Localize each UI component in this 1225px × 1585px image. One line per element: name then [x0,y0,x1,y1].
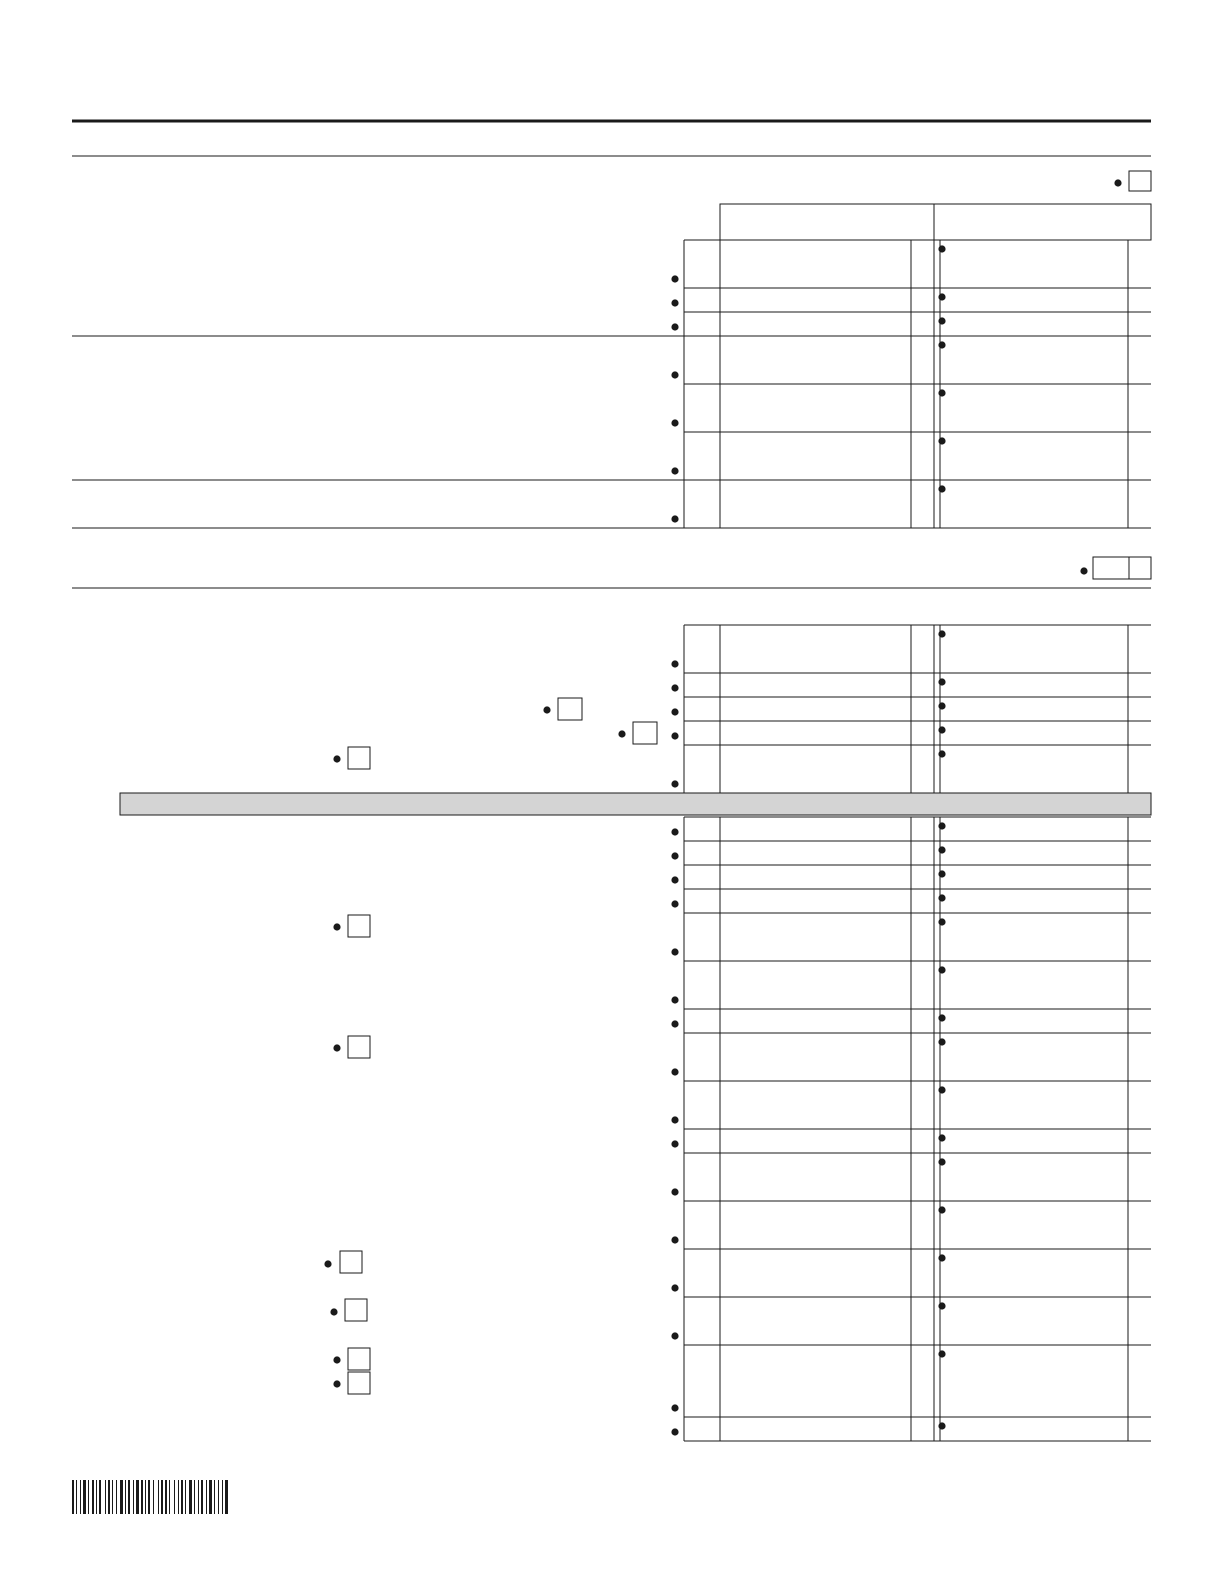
barcode-bar [178,1480,179,1514]
amount-field-col-b[interactable] [952,1010,1126,1032]
bullet-dot-icon [671,1404,678,1411]
amount-field-col-a[interactable] [721,1154,910,1200]
bullet-dot-icon [671,371,678,378]
bullet-dot-icon [938,1014,945,1021]
bullet-dot-icon [324,1260,331,1267]
bullet-dot-icon [671,708,678,715]
barcode-bar [105,1480,106,1514]
amount-field-col-a[interactable] [721,385,910,431]
shaded-band [120,793,1151,815]
bullet-dot-icon [938,918,945,925]
bullet-dot-icon [938,726,945,733]
bullet-dot-icon [333,1356,340,1363]
bullet-dot-icon [938,485,945,492]
bullet-dot-icon [938,341,945,348]
bullet-dot-icon [938,437,945,444]
bullet-dot-icon [671,900,678,907]
bullet-dot-icon [938,1350,945,1357]
barcode-bar [158,1480,159,1514]
amount-field-col-a[interactable] [721,1130,910,1152]
amount-field-col-b[interactable] [952,1082,1126,1128]
bullet-dot-icon [938,894,945,901]
bullet-dot-icon [938,702,945,709]
bullet-dot-icon [938,1206,945,1213]
barcode-bar [120,1480,123,1514]
bullet-dot-icon [671,996,678,1003]
barcode-bar [133,1480,134,1514]
barcode-bar [99,1480,101,1514]
amount-field-col-a[interactable] [721,866,910,888]
barcode-bar [206,1480,207,1514]
barcode-bar [83,1480,86,1514]
amount-field-col-a[interactable] [721,1034,910,1080]
bullet-dot-icon [938,1086,945,1093]
inline-checkbox[interactable] [348,1036,370,1058]
bullet-dot-icon [333,923,340,930]
barcode-bar [76,1480,77,1514]
amount-field-col-b[interactable] [952,962,1126,1008]
bullet-dot-icon [938,870,945,877]
barcode-bar [116,1480,117,1514]
bullet-dot-icon [671,1140,678,1147]
bullet-dot-icon [1114,179,1121,186]
barcode-bar [222,1480,223,1514]
amount-field-col-a[interactable] [721,1298,910,1344]
barcode-bar [148,1480,150,1514]
barcode-bar [181,1480,183,1514]
amount-field-col-a[interactable] [721,481,910,527]
amount-field-col-b[interactable] [952,818,1126,840]
bullet-dot-icon [938,630,945,637]
amount-field-col-a[interactable] [721,337,910,383]
amount-field-col-a[interactable] [721,1346,910,1416]
bullet-dot-icon [938,846,945,853]
amount-field-col-b[interactable] [952,1346,1126,1416]
barcode-bar [189,1480,192,1514]
bullet-dot-icon [671,1188,678,1195]
bullet-dot-icon [671,1332,678,1339]
inline-checkbox[interactable] [340,1251,362,1273]
bullet-dot-icon [671,1116,678,1123]
amount-field-col-b[interactable] [952,674,1126,696]
bullet-dot-icon [938,1302,945,1309]
amount-field-col-b[interactable] [952,1202,1126,1248]
bullet-dot-icon [671,660,678,667]
amount-field-col-b[interactable] [952,746,1126,792]
amount-field-col-a[interactable] [721,890,910,912]
bullet-dot-icon [671,1236,678,1243]
amount-field-col-a[interactable] [721,698,910,720]
bullet-dot-icon [938,678,945,685]
amount-field-col-b[interactable] [952,1298,1126,1344]
barcode-bar [185,1480,186,1514]
column-header-b [934,204,1151,240]
bullet-dot-icon [671,684,678,691]
inline-checkbox[interactable] [633,722,657,744]
bullet-dot-icon [938,1422,945,1429]
amount-field-col-b[interactable] [952,1418,1126,1440]
bullet-dot-icon [938,750,945,757]
inline-checkbox[interactable] [348,747,370,769]
bullet-dot-icon [671,948,678,955]
barcode-bar [112,1480,113,1514]
bullet-dot-icon [938,1134,945,1141]
amount-field-col-a[interactable] [721,626,910,672]
amount-field-col-a[interactable] [721,962,910,1008]
barcode-bar [169,1480,170,1514]
amount-field-col-a[interactable] [721,842,910,864]
bullet-dot-icon [618,730,625,737]
inline-checkbox[interactable] [348,915,370,937]
bullet-dot-icon [671,1428,678,1435]
amount-field-col-a[interactable] [721,1250,910,1296]
bullet-dot-icon [671,1020,678,1027]
bullet-dot-icon [671,780,678,787]
barcode-bar [136,1480,139,1514]
amount-field-col-b[interactable] [952,626,1126,672]
barcode-bar [201,1480,203,1514]
bullet-dot-icon [671,1284,678,1291]
barcode-bar [108,1480,110,1514]
barcode-bar [198,1480,199,1514]
barcode-bar [153,1480,154,1514]
barcode-icon [72,1480,228,1514]
bullet-dot-icon [671,419,678,426]
bullet-dot-icon [938,822,945,829]
amount-field-col-a[interactable] [721,1418,910,1440]
amount-field-col-a[interactable] [721,313,910,335]
amount-field-col-a[interactable] [721,674,910,696]
amount-field-col-b[interactable] [952,890,1126,912]
amount-field-col-a[interactable] [721,433,910,479]
bullet-dot-icon [671,515,678,522]
bullet-dot-icon [330,1308,337,1315]
amount-field-col-b[interactable] [952,1130,1126,1152]
barcode-bar [194,1480,195,1514]
bullet-dot-icon [938,1158,945,1165]
barcode-bar [209,1480,212,1514]
amount-field-col-b[interactable] [952,385,1126,431]
bullet-dot-icon [938,1038,945,1045]
barcode-bar [80,1480,81,1514]
amount-field-col-a[interactable] [721,914,910,960]
bullet-dot-icon [938,966,945,973]
bullet-dot-icon [938,389,945,396]
bullet-dot-icon [671,876,678,883]
barcode-bar [214,1480,215,1514]
top-right-checkbox[interactable] [1129,171,1151,191]
inline-checkbox[interactable] [558,698,582,720]
barcode-bar [128,1480,130,1514]
amount-field-col-b[interactable] [952,481,1126,527]
barcode-bar [141,1480,143,1514]
inline-checkbox[interactable] [348,1348,370,1370]
barcode-bar [145,1480,146,1514]
barcode-bar [161,1480,163,1514]
bullet-dot-icon [938,1254,945,1261]
barcode-bar [96,1480,97,1514]
amount-field-col-b[interactable] [952,1250,1126,1296]
bullet-dot-icon [333,1380,340,1387]
amount-field-col-b[interactable] [952,241,1126,287]
inline-checkbox[interactable] [348,1372,370,1394]
column-header-a [720,204,934,240]
amount-field-col-a[interactable] [721,289,910,311]
amount-field-col-b[interactable] [952,433,1126,479]
bullet-dot-icon [543,706,550,713]
bullet-dot-icon [938,245,945,252]
amount-field-col-b[interactable] [952,313,1126,335]
barcode-bar [174,1480,175,1514]
entry-box-narrow[interactable] [1129,557,1151,579]
amount-field-col-b[interactable] [952,914,1126,960]
amount-field-col-a[interactable] [721,1010,910,1032]
amount-field-col-b[interactable] [952,1034,1126,1080]
bullet-dot-icon [671,299,678,306]
amount-field-col-b[interactable] [952,842,1126,864]
barcode-bar [225,1480,228,1514]
bullet-dot-icon [1080,567,1087,574]
amount-field-col-b[interactable] [952,698,1126,720]
bullet-dot-icon [671,275,678,282]
inline-checkbox[interactable] [345,1299,367,1321]
bullet-dot-icon [938,317,945,324]
bullet-dot-icon [671,1068,678,1075]
barcode-bar [92,1480,94,1514]
barcode-bar [125,1480,126,1514]
amount-field-col-a[interactable] [721,722,910,744]
amount-field-col-b[interactable] [952,866,1126,888]
amount-field-col-a[interactable] [721,1202,910,1248]
entry-box-wide[interactable] [1093,557,1129,579]
amount-field-col-b[interactable] [952,289,1126,311]
bullet-dot-icon [671,467,678,474]
amount-field-col-b[interactable] [952,337,1126,383]
bullet-dot-icon [671,852,678,859]
bullet-dot-icon [671,732,678,739]
bullet-dot-icon [671,323,678,330]
amount-field-col-a[interactable] [721,818,910,840]
bullet-dot-icon [333,755,340,762]
amount-field-col-a[interactable] [721,1082,910,1128]
amount-field-col-b[interactable] [952,1154,1126,1200]
barcode-bar [72,1480,74,1514]
bullet-dot-icon [333,1044,340,1051]
barcode-bar [165,1480,167,1514]
bullet-dot-icon [671,828,678,835]
bullet-dot-icon [938,293,945,300]
barcode-bar [88,1480,89,1514]
amount-field-col-a[interactable] [721,241,910,287]
barcode-bar [218,1480,219,1514]
amount-field-col-b[interactable] [952,722,1126,744]
amount-field-col-a[interactable] [721,746,910,792]
